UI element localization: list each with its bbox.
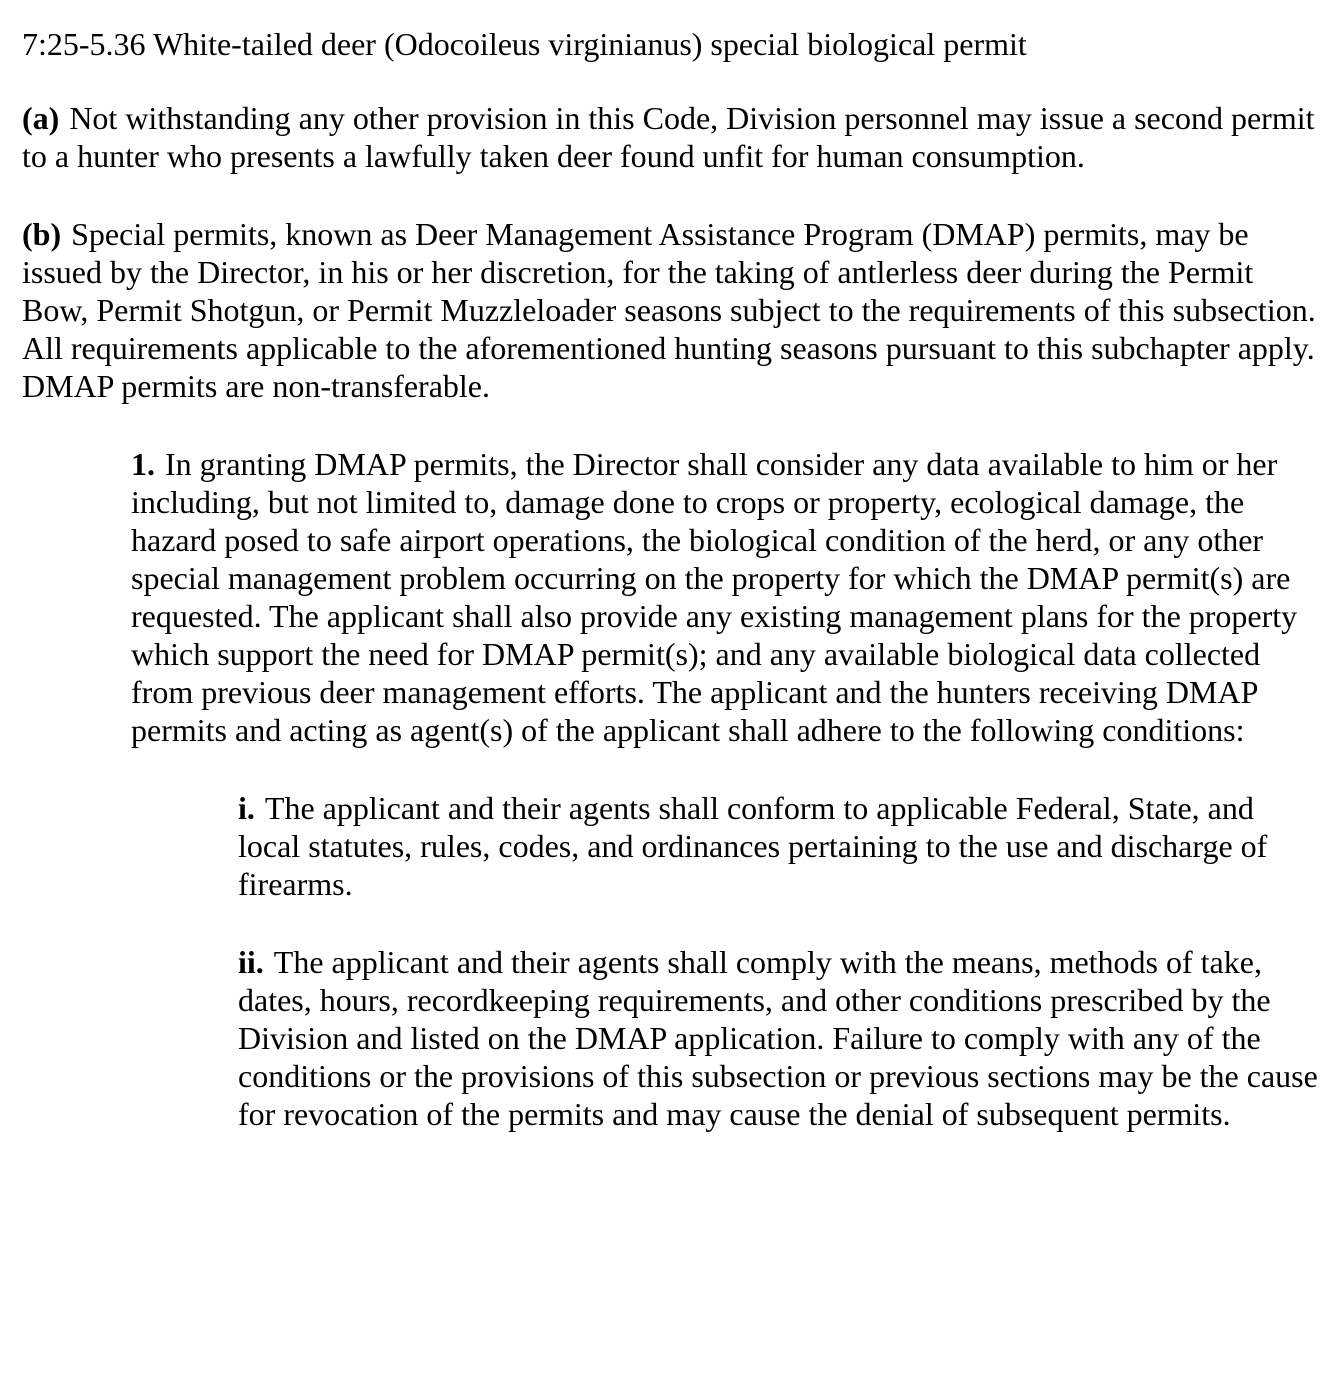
paragraph-marker: (b) [22, 216, 62, 252]
paragraph-text: The applicant and their agents shall conform to applicable Federal, State, and local statutes, rules, codes, and ordinances pertaining to the use and discharge of firearms. [238, 790, 1268, 902]
paragraph-marker: (a) [22, 100, 60, 136]
paragraph-text: Not withstanding any other provision in this Code, Division personnel may issue a second permit to a hunter who presents a lawfully taken deer found unfit for human consumption. [22, 100, 1315, 174]
paragraph-text: The applicant and their agents shall comply with the means, methods of take, dates, hours, recordkeeping requirements, and other conditions prescribed by the Division and listed on the DMAP application. Failure to comply with any of the conditions or the provisions of this subsection or previous sections may be the cause for revocation of the permits and may cause the denial of subsequent permits. [238, 944, 1318, 1132]
paragraph-b-1-ii [238, 943, 1318, 1133]
paragraph-marker: ii. [238, 944, 264, 980]
paragraph-b-1-i [238, 789, 1318, 903]
paragraph-marker: 1. [131, 446, 155, 482]
paragraph-a [22, 99, 1318, 175]
paragraph-marker: i. [238, 790, 255, 826]
paragraph-b-1 [131, 445, 1318, 749]
section-heading: 7:25-5.36 White-tailed deer (Odocoileus virginianus) special biological permit [22, 26, 1027, 62]
paragraph-text: In granting DMAP permits, the Director shall consider any data available to him or her including, but not limited to, damage done to crops or property, ecological damage, the hazard posed to safe airport operations, the biological condition of the herd, or any other special management problem occurring on the property for which the DMAP permit(s) are requested. The applicant shall also provide any existing management plans for the property which support the need for DMAP permit(s); and any available biological data collected from previous deer management efforts. The applicant and the hunters receiving DMAP permits and acting as agent(s) of the applicant shall adhere to the following conditions: [131, 446, 1298, 748]
paragraph-b [22, 215, 1318, 405]
paragraph-text: Special permits, known as Deer Management Assistance Program (DMAP) permits, may be issued by the Director, in his or her discretion, for the taking of antlerless deer during the Permit Bow, Permit Shotgun, or Permit Muzzleloader seasons subject to the requirements of this subsection. All requirements applicable to the aforementioned hunting seasons pursuant to this subchapter apply. DMAP permits are non-transferable. [22, 216, 1316, 404]
document-page [22, 25, 1318, 1133]
